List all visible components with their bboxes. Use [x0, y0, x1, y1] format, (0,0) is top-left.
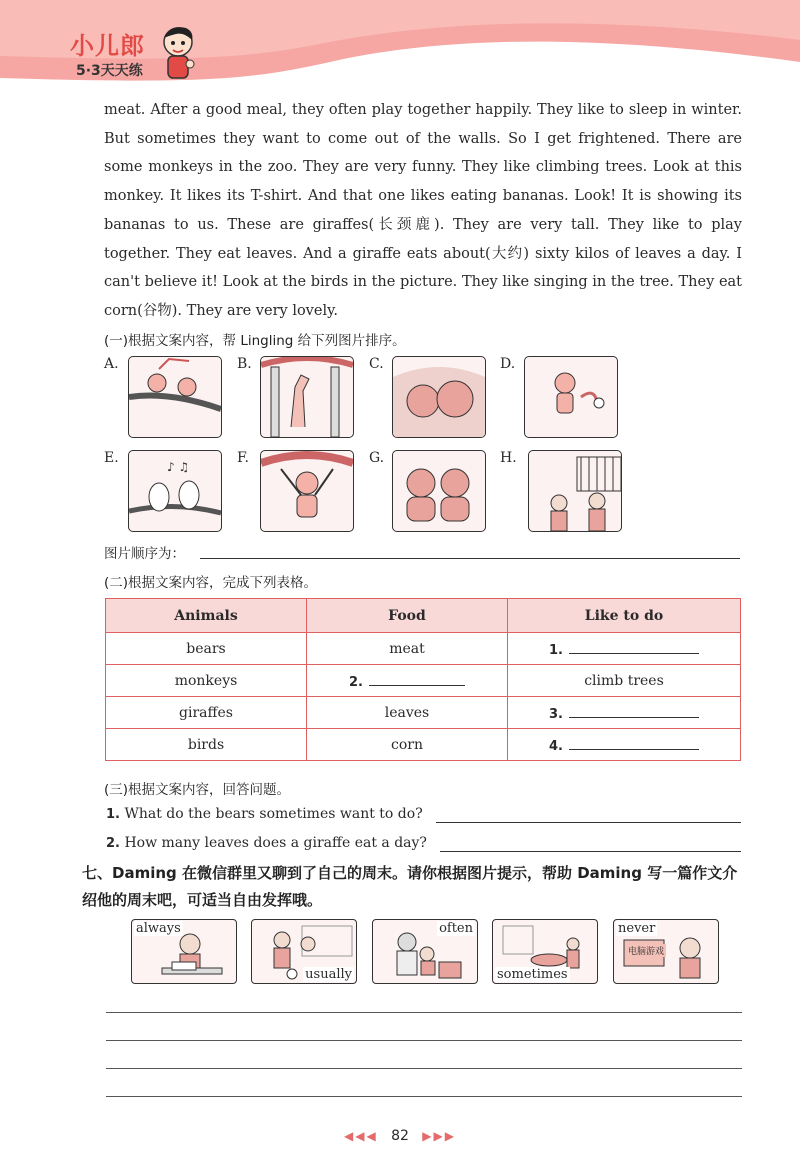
- answer-blank[interactable]: [369, 671, 465, 686]
- picture-label: E.: [104, 450, 119, 466]
- picture-label: B.: [237, 356, 252, 372]
- writing-line[interactable]: [106, 1068, 742, 1069]
- picture-label: F.: [237, 450, 249, 466]
- table-header: Like to do: [508, 599, 741, 633]
- blank-number: 1.: [549, 643, 563, 658]
- table-cell: giraffes: [106, 697, 307, 729]
- bears-in-cave-icon: [392, 356, 486, 438]
- question-text: How many leaves does a giraffe eat a day?: [124, 835, 427, 851]
- next-arrows-icon: ▶▶▶: [422, 1129, 456, 1143]
- frequency-label: often: [439, 921, 473, 936]
- question-number: 1.: [106, 807, 120, 822]
- order-answer-line[interactable]: [200, 558, 740, 559]
- table-cell-blank[interactable]: [307, 665, 508, 697]
- mascot-boy-icon: [158, 24, 198, 80]
- reading-passage: meat. After a good meal, they often play together happily. They like to sleep in winter. But sometimes they want to come out of the walls. So I get frightened. There are some monkeys in the zoo. They are very funny. They like climbing trees. Look at this monkey. It likes its T-shirt. And that one likes eating bananas. Look! It is showing its bananas to us. These are giraffes(长颈鹿). They are very tall. They like to play together. They eat leaves. And a giraffe eats about(大约) sixty kilos of leaves a day. I can't believe it! Look at the birds in the picture. They like singing in the tree. They eat corn(谷物). They are very lovely.: [104, 102, 742, 319]
- table-cell: leaves: [307, 697, 508, 729]
- watching-tv-icon: [492, 919, 598, 984]
- playing-football-icon: [251, 919, 357, 984]
- table-row: [106, 729, 741, 761]
- singing-birds-icon: [128, 450, 222, 532]
- visiting-grandma-icon: [372, 919, 478, 984]
- page-header: [0, 0, 800, 90]
- question-text: What do the bears sometimes want to do?: [124, 806, 423, 822]
- frequency-label: never: [618, 921, 656, 936]
- answer-blank[interactable]: [569, 703, 699, 718]
- animal-table: [105, 598, 741, 761]
- picture-label: G.: [369, 450, 385, 466]
- picture-label: D.: [500, 356, 516, 372]
- picture-label: H.: [500, 450, 517, 466]
- frequency-label: usually: [305, 967, 352, 982]
- brand-subtitle: 5·3天天练: [76, 63, 143, 79]
- table-cell: corn: [307, 729, 508, 761]
- order-label: 图片顺序为：: [104, 546, 185, 562]
- frequency-label: sometimes: [497, 967, 568, 982]
- question-2: [106, 835, 427, 851]
- table-header: Animals: [106, 599, 307, 633]
- reading-book-icon: [131, 919, 237, 984]
- monkeys-on-branch-icon: [128, 356, 222, 438]
- question-1: [106, 806, 423, 822]
- answer-line-2[interactable]: [440, 851, 741, 852]
- task7-instruction: 七、Daming 在微信群里又聊到了自己的周末。请你根据图片提示，帮助 Daming 写一篇作文介绍他的周末吧，可适当自由发挥哦。: [82, 864, 738, 909]
- picture-label: A.: [104, 356, 119, 372]
- prev-arrows-icon: ◀◀◀: [344, 1129, 378, 1143]
- giraffes-among-trees-icon: [260, 356, 354, 438]
- svg-text:♪ ♫: ♪ ♫: [167, 460, 190, 474]
- table-cell-blank[interactable]: [508, 697, 741, 729]
- question-number: 2.: [106, 836, 120, 851]
- monkey-with-bananas-icon: [524, 356, 618, 438]
- answer-blank[interactable]: [569, 735, 699, 750]
- table-header-row: [106, 599, 741, 633]
- table-row: [106, 633, 741, 665]
- writing-line[interactable]: [106, 1096, 742, 1097]
- answer-blank[interactable]: [569, 639, 699, 654]
- table-cell: meat: [307, 633, 508, 665]
- part2-instruction: (二)根据文案内容，完成下列表格。: [104, 575, 318, 591]
- part3-instruction: (三)根据文案内容，回答问题。: [104, 782, 291, 798]
- writing-line[interactable]: [106, 1012, 742, 1013]
- table-row: [106, 665, 741, 697]
- frequency-label: always: [136, 921, 181, 936]
- table-header: Food: [307, 599, 508, 633]
- table-row: [106, 697, 741, 729]
- answer-line-1[interactable]: [436, 822, 741, 823]
- bears-eating-icon: [392, 450, 486, 532]
- blank-number: 4.: [549, 739, 563, 754]
- brand-logo: 小儿郎: [70, 32, 145, 60]
- table-cell: birds: [106, 729, 307, 761]
- table-cell: monkeys: [106, 665, 307, 697]
- computer-game-sign: 电脑游戏: [626, 944, 666, 957]
- picture-label: C.: [369, 356, 384, 372]
- page-number: 82: [391, 1128, 409, 1144]
- blank-number: 3.: [549, 707, 563, 722]
- computer-game-icon: [613, 919, 719, 984]
- table-cell: bears: [106, 633, 307, 665]
- monkey-in-tshirt-icon: [260, 450, 354, 532]
- children-at-zoo-icon: [528, 450, 622, 532]
- blank-number: 2.: [349, 675, 363, 690]
- table-cell-blank[interactable]: [508, 729, 741, 761]
- part1-instruction: (一)根据文案内容，帮 Lingling 给下列图片排序。: [104, 333, 406, 349]
- table-cell-blank[interactable]: [508, 633, 741, 665]
- page-footer: [0, 1128, 800, 1144]
- table-cell: climb trees: [508, 665, 741, 697]
- writing-line[interactable]: [106, 1040, 742, 1041]
